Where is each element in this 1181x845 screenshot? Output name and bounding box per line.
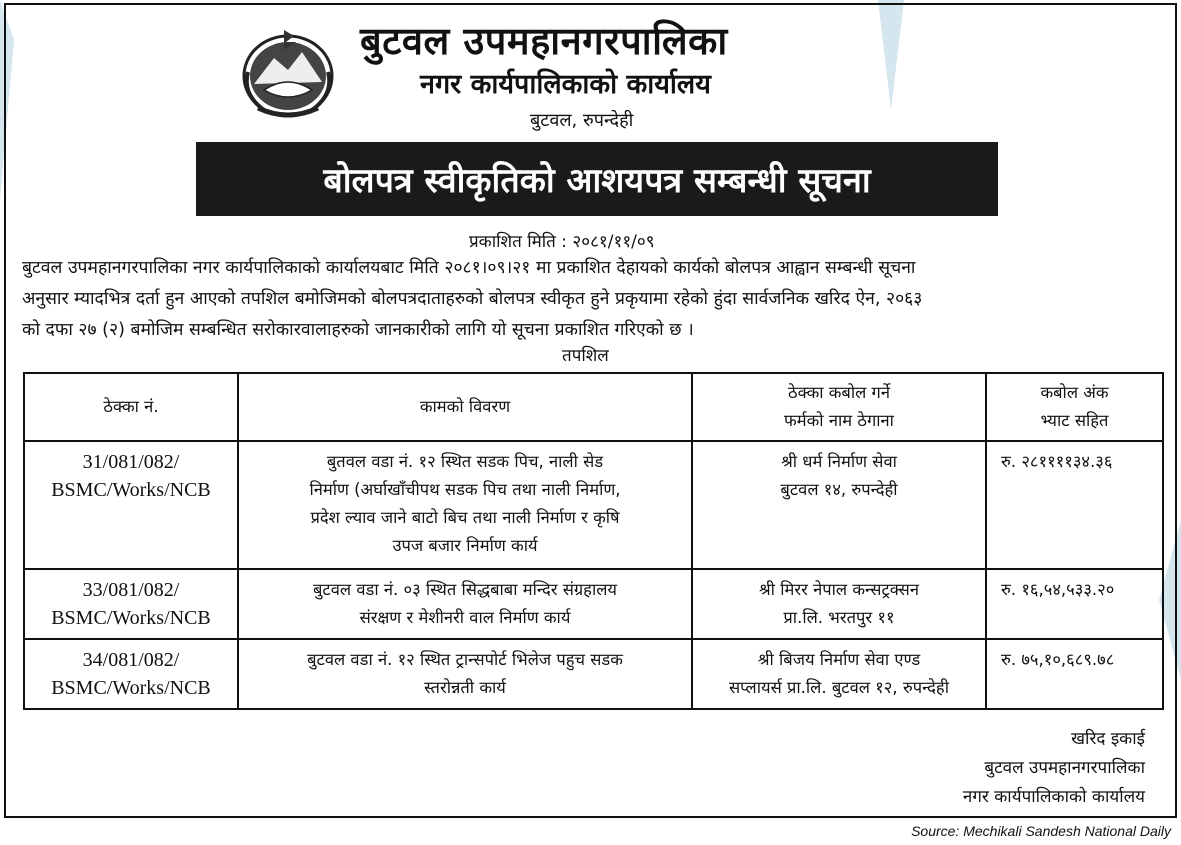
published-date: प्रकाशित मिति : २०८१/११/०९ bbox=[469, 232, 655, 252]
col-header-contract: ठेक्का नं. bbox=[24, 373, 238, 441]
table-row bbox=[24, 639, 1163, 709]
contract-number: 34/081/082/ BSMC/Works/NCB bbox=[24, 639, 238, 709]
notice-body-line: अनुसार म्यादभित्र दर्ता हुन आएको तपशिल बमोजिमको बोलपत्रदाताहरुको बोलपत्र स्वीकृत हुने प्रकृयामा रहेको हुंदा सार्वजनिक खरिद ऐन, २०६३ bbox=[22, 289, 923, 309]
work-description: बुतवल वडा नं. १२ स्थित सडक पिच, नाली सेड निर्माण (अर्घाखाँचीपथ सडक पिच तथा नाली निर्माण, प्रदेश ल्याव जाने बाटो बिच तथा नाली निर्माण र कृषि उपज बजार निर्माण कार्य bbox=[238, 441, 692, 569]
firm-name-address: श्री धर्म निर्माण सेवा बुटवल १४, रुपन्देही bbox=[692, 441, 986, 569]
details-heading: तपशिल bbox=[562, 346, 609, 366]
source-credit: Source: Mechikali Sandesh National Daily bbox=[911, 823, 1171, 839]
notice-body bbox=[22, 253, 1162, 346]
col-header-description: कामको विवरण bbox=[238, 373, 692, 441]
work-description: बुटवल वडा नं. ०३ स्थित सिद्धबाबा मन्दिर संग्रहालय संरक्षण र मेशीनरी वाल निर्माण कार्य bbox=[238, 569, 692, 639]
col-header-amount: कबोल अंक भ्याट सहित bbox=[986, 373, 1163, 441]
office-location: बुटवल, रुपन्देही bbox=[530, 110, 634, 131]
municipality-title: बुटवल उपमहानगरपालिका bbox=[360, 19, 728, 63]
signature-block bbox=[963, 725, 1145, 812]
table-row bbox=[24, 569, 1163, 639]
work-description: बुटवल वडा नं. १२ स्थित ट्रान्सपोर्ट भिलेज पहुच सडक स्तरोन्नती कार्य bbox=[238, 639, 692, 709]
bid-table bbox=[23, 372, 1164, 710]
nepal-emblem-icon bbox=[234, 24, 342, 120]
signature-office: नगर कार्यपालिकाको कार्यालय bbox=[962, 787, 1145, 807]
firm-name-address: श्री बिजय निर्माण सेवा एण्ड सप्लायर्स प्रा.लि. बुटवल १२, रुपन्देही bbox=[692, 639, 986, 709]
table-header-row bbox=[24, 373, 1163, 441]
bid-amount: रु. १६,५४,५३३.२० bbox=[986, 569, 1163, 639]
bid-amount: रु. २८११११३४.३६ bbox=[986, 441, 1163, 569]
signature-municipality: बुटवल उपमहानगरपालिका bbox=[984, 758, 1145, 778]
bid-amount: रु. ७५,१०,६८९.७८ bbox=[986, 639, 1163, 709]
procurement-unit: खरिद इकाई bbox=[1071, 729, 1145, 749]
notice-banner: बोलपत्र स्वीकृतिको आशयपत्र सम्बन्धी सूचना bbox=[196, 142, 998, 216]
contract-number: 31/081/082/ BSMC/Works/NCB bbox=[24, 441, 238, 569]
office-subtitle: नगर कार्यपालिकाको कार्यालय bbox=[420, 69, 711, 100]
notice-body-line: को दफा २७ (२) बमोजिम सम्बन्धित सरोकारवालाहरुको जानकारीको लागि यो सूचना प्रकाशित गरिएको छ । bbox=[22, 320, 694, 340]
notice-body-line: बुटवल उपमहानगरपालिका नगर कार्यपालिकाको कार्यालयबाट मिति २०८१।०९।२१ मा प्रकाशित देहायको कार्यको बोलपत्र आह्वान सम्बन्धी सूचना bbox=[22, 258, 916, 278]
col-header-firm: ठेक्का कबोल गर्ने फर्मको नाम ठेगाना bbox=[692, 373, 986, 441]
table-row bbox=[24, 441, 1163, 569]
contract-number: 33/081/082/ BSMC/Works/NCB bbox=[24, 569, 238, 639]
firm-name-address: श्री मिरर नेपाल कन्सट्रक्सन प्रा.लि. भरतपुर ११ bbox=[692, 569, 986, 639]
